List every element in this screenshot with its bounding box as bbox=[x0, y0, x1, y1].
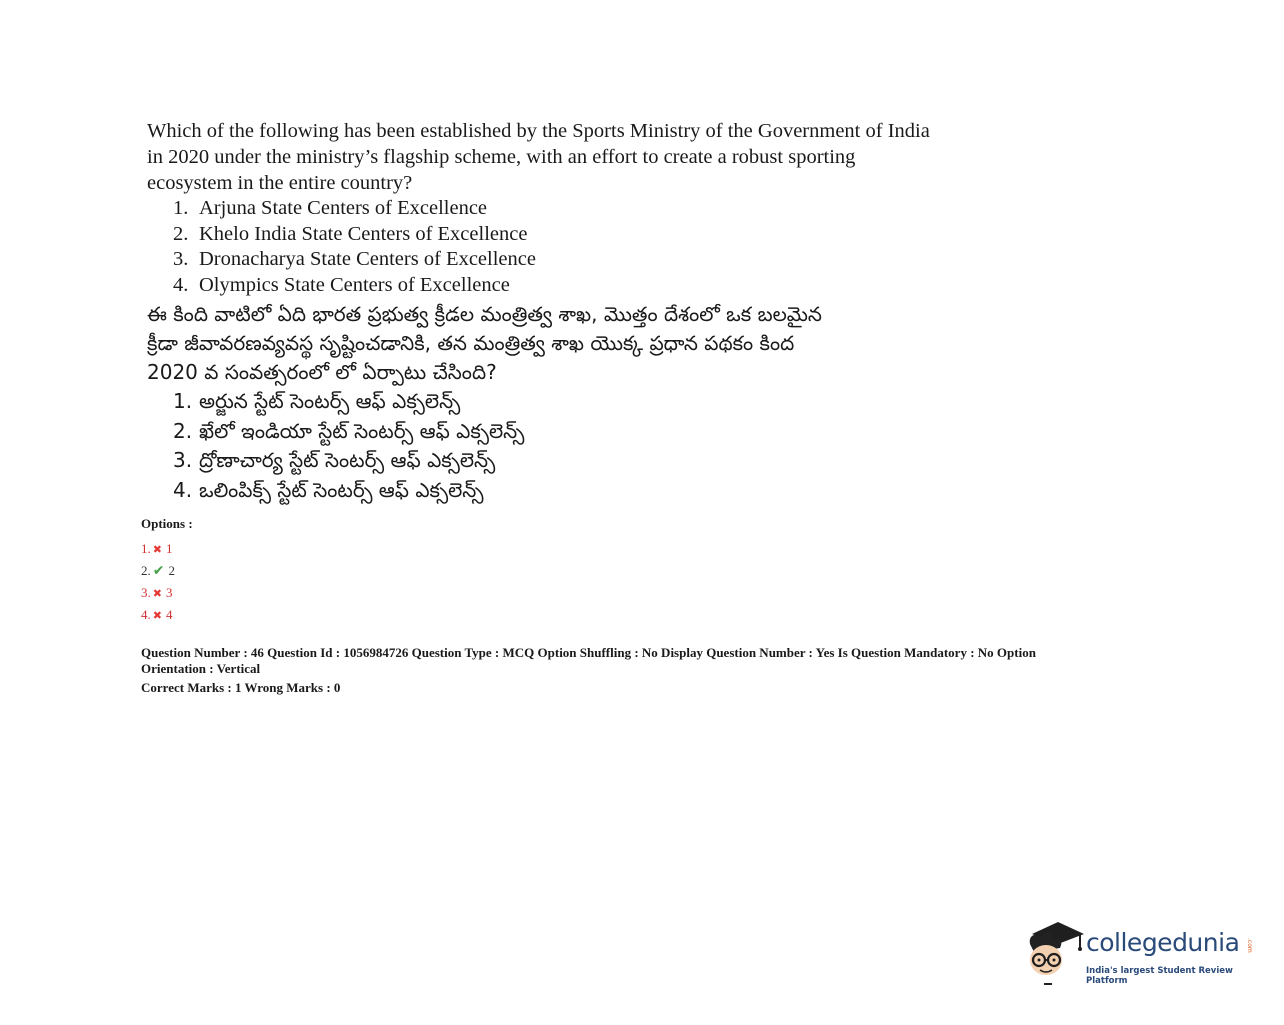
mascot-icon bbox=[1024, 918, 1086, 988]
question-te-line-2: క్రీడా జీవావరణవ్యవస్థ సృష్టించడానికి, తన మంత్రిత్వ శాఖ యొక్క ప్రధాన పథకం కింద bbox=[147, 331, 795, 355]
cross-icon: ✖ bbox=[152, 543, 162, 556]
metadata-line-2: Orientation : Vertical bbox=[141, 661, 261, 676]
marks-info: Correct Marks : 1 Wrong Marks : 0 bbox=[141, 680, 341, 695]
option-te-1: 1. అర్జున స్టేట్ సెంటర్స్ ఆఫ్ ఎక్సలెన్స్ bbox=[173, 389, 461, 413]
option-list-en bbox=[147, 196, 1017, 298]
option-en-2: 2. Khelo India State Centers of Excellence bbox=[173, 222, 528, 245]
option-list-te bbox=[147, 387, 1017, 505]
logo-tagline: India's largest Student Review Platform bbox=[1086, 966, 1233, 986]
option-te-3: 3. ద్రోణాచార్య స్టేట్ సెంటర్స్ ఆఫ్ ఎక్సలెన్స్ bbox=[173, 448, 496, 472]
option-en-4: 4. Olympics State Centers of Excellence bbox=[173, 273, 510, 296]
question-en-line-1: Which of the following has been established by the Sports Ministry of the Government of India bbox=[147, 120, 930, 142]
option-te-4: 4. ఒలింపిక్స్ స్టేట్ సెంటర్స్ ఆఫ్ ఎక్సలెన్స్ bbox=[173, 477, 484, 502]
option-te-2: 2. ఖేలో ఇండియా స్టేట్ సెంటర్స్ ఆఫ్ ఎక్సలెన్స్ bbox=[173, 418, 525, 443]
option-en-3: 3. Dronacharya State Centers of Excellence bbox=[173, 248, 536, 270]
answer-option-2: 2. ✔ 2 bbox=[141, 563, 175, 579]
question-block bbox=[147, 118, 1017, 505]
question-text-te bbox=[147, 300, 1017, 387]
answer-option-1: 1. ✖ 1 bbox=[141, 541, 173, 556]
check-icon: ✔ bbox=[152, 563, 165, 579]
answer-options bbox=[141, 516, 193, 626]
cross-icon: ✖ bbox=[152, 609, 162, 622]
options-title: Options : bbox=[141, 516, 193, 531]
question-te-line-3: 2020 వ సంవత్సరంలో లో ఏర్పాటు చేసింది? bbox=[147, 360, 497, 384]
answer-option-4: 4. ✖ 4 bbox=[141, 607, 173, 622]
logo-suffix: .com bbox=[1246, 938, 1253, 953]
question-metadata bbox=[141, 645, 1141, 696]
logo-brand: collegedunia bbox=[1086, 928, 1240, 957]
metadata-line-1: Question Number : 46 Question Id : 1056984726 Question Type : MCQ Option Shuffling : No Display Question Number : Yes Is Question Mandatory : No Option bbox=[141, 645, 1036, 660]
answer-option-3: 3. ✖ 3 bbox=[141, 585, 173, 600]
question-text-en bbox=[147, 118, 1017, 196]
question-te-line-1: ఈ కింది వాటిలో ఏది భారత ప్రభుత్వ క్రీడల మంత్రిత్వ శాఖ, మొత్తం దేశంలో ఒక బలమైన bbox=[147, 302, 822, 326]
question-en-line-2: in 2020 under the ministry’s flagship scheme, with an effort to create a robust sporting bbox=[147, 146, 856, 168]
question-en-line-3: ecosystem in the entire country? bbox=[147, 172, 413, 194]
collegedunia-logo bbox=[1024, 918, 1264, 988]
cross-icon: ✖ bbox=[152, 587, 162, 600]
option-en-1: 1. Arjuna State Centers of Excellence bbox=[173, 197, 488, 219]
